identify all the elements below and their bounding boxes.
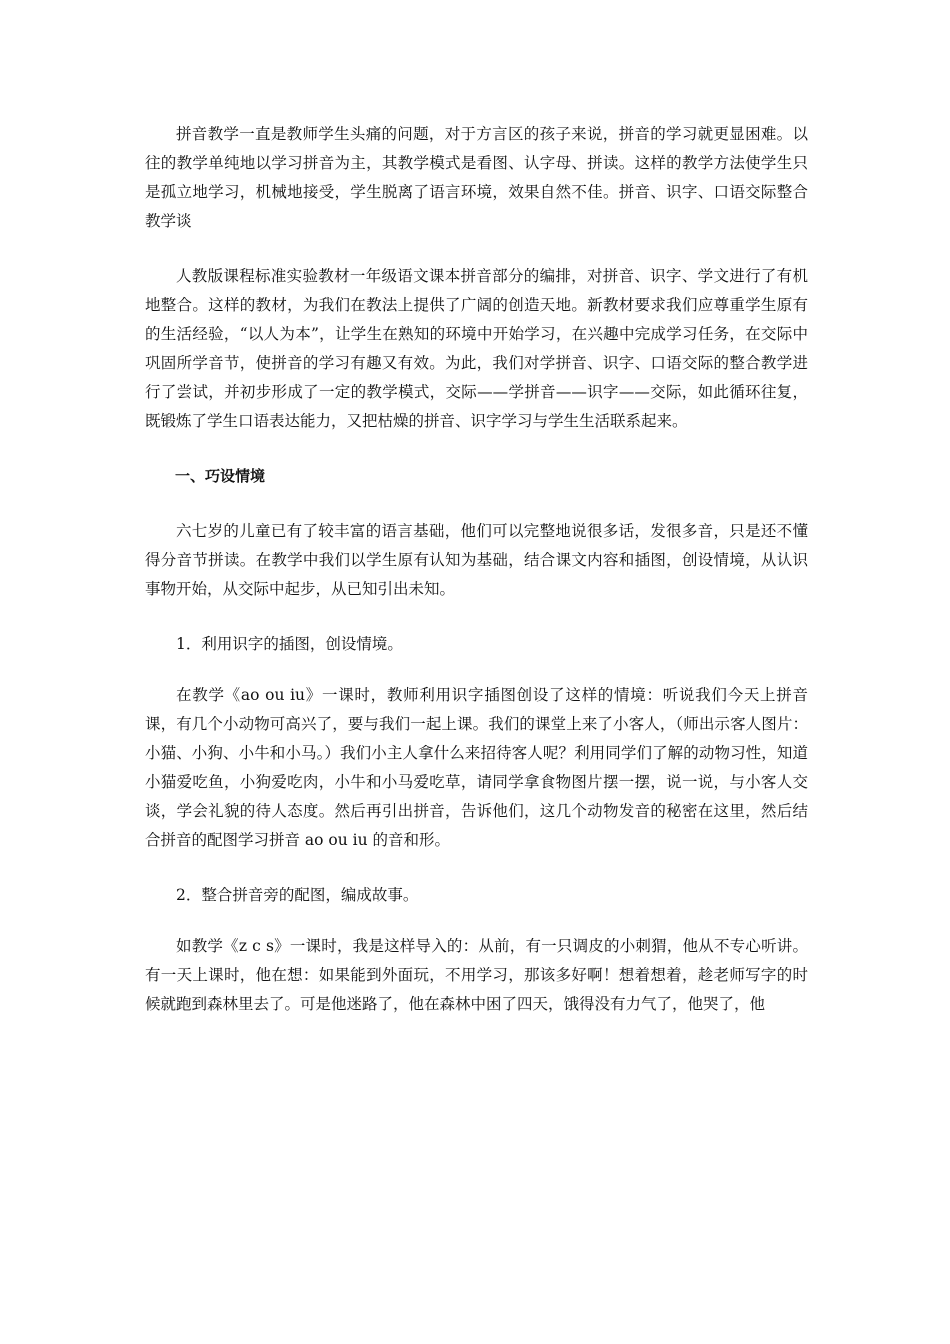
paragraph-intro: 拼音教学一直是教师学生头痛的问题，对于方言区的孩子来说，拼音的学习就更显困难。以往的教学单纯地以学习拼音为主，其教学模式是看图、认字母、拼读。这样的教学方法使学生只是孤立地学习，机械地接受，学生脱离了语言环境，效果自然不佳。拼音、识字、口语交际整合教学谈: [145, 125, 808, 230]
subheading-story: 2．整合拼音旁的配图，编成故事。: [176, 886, 419, 904]
paragraph-context: 六七岁的儿童已有了较丰富的语言基础，他们可以完整地说很多话，发很多音，只是还不懂得分音节拼读。在教学中我们以学生原有认知为基础，结合课文内容和插图，创设情境，从认识事物开始，从交际中起步，从已知引出未知。: [145, 522, 808, 598]
paragraph-example-z-c-s: 如教学《z c s》一课时，我是这样导入的：从前，有一只调皮的小刺猬，他从不专心听讲。有一天上课时，他在想：如果能到外面玩，不用学习，那该多好啊！想着想着，趁老师写字的时候就跑到森林里去了。可是他迷路了，他在森林中困了四天，饿得没有力气了，他哭了，他: [145, 937, 808, 1013]
section-heading: 一、巧设情境: [175, 467, 266, 485]
document-body: [145, 120, 808, 1045]
paragraph-example-ao-ou-iu: 在教学《ao ou iu》一课时，教师利用识字插图创设了这样的情境：听说我们今天上拼音课，有几个小动物可高兴了，要与我们一起上课。我们的课堂上来了小客人，（师出示客人图片：小猫、小狗、小牛和小马。）我们小主人拿什么来招待客人呢？利用同学们了解的动物习性，知道小猫爱吃鱼，小狗爱吃肉，小牛和小马爱吃草，请同学拿食物图片摆一摆，说一说，与小客人交谈，学会礼貌的待人态度。然后再引出拼音，告诉他们，这几个动物发音的秘密在这里，然后结合拼音的配图学习拼音 ao ou iu 的音和形。: [145, 686, 808, 849]
subheading-illustration: 1．利用识字的插图，创设情境。: [176, 635, 403, 653]
paragraph-textbook: 人教版课程标准实验教材一年级语文课本拼音部分的编排，对拼音、识字、学文进行了有机地整合。这样的教材，为我们在教法上提供了广阔的创造天地。新教材要求我们应尊重学生原有的生活经验，“以人为本”，让学生在熟知的环境中开始学习，在兴趣中完成学习任务，在交际中巩固所学音节，使拼音的学习有趣又有效。为此，我们对学拼音、识字、口语交际的整合教学进行了尝试，并初步形成了一定的教学模式，交际——学拼音——识字——交际，如此循环往复，既锻炼了学生口语表达能力，又把枯燥的拼音、识字学习与学生生活联系起来。: [145, 267, 808, 430]
